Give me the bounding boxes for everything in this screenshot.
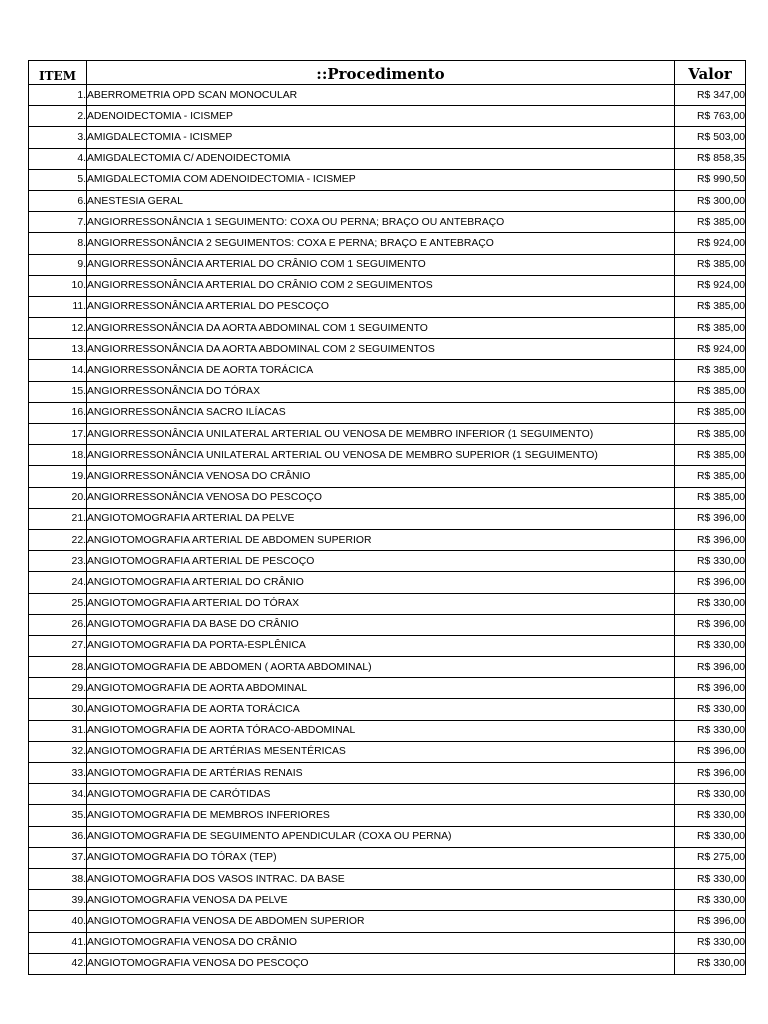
item-number-cell: 8. [29, 233, 87, 254]
procedure-name-cell: ANGIORRESSONÂNCIA SACRO ILÍACAS [87, 402, 675, 423]
procedure-name-cell: ABERROMETRIA OPD SCAN MONOCULAR [87, 85, 675, 106]
price-cell: R$ 396,00 [675, 911, 746, 932]
price-cell: R$ 858,35 [675, 148, 746, 169]
table-row [29, 805, 746, 826]
item-number-cell: 28. [29, 657, 87, 678]
procedure-name-cell: ANGIOTOMOGRAFIA ARTERIAL DE ABDOMEN SUPERIOR [87, 529, 675, 550]
table-row [29, 911, 746, 932]
table-row [29, 572, 746, 593]
procedure-name-cell: ANGIORRESSONÂNCIA UNILATERAL ARTERIAL OU VENOSA DE MEMBRO INFERIOR (1 SEGUIMENTO) [87, 424, 675, 445]
procedure-name-cell: ANGIOTOMOGRAFIA ARTERIAL DA PELVE [87, 508, 675, 529]
item-number-cell: 26. [29, 614, 87, 635]
table-row [29, 953, 746, 974]
procedure-name-cell: ANGIOTOMOGRAFIA DE ARTÉRIAS RENAIS [87, 763, 675, 784]
item-number-cell: 16. [29, 402, 87, 423]
table-row [29, 466, 746, 487]
table-row [29, 826, 746, 847]
procedure-name-cell: ANGIOTOMOGRAFIA DE AORTA ABDOMINAL [87, 678, 675, 699]
price-cell: R$ 385,00 [675, 402, 746, 423]
item-number-cell: 36. [29, 826, 87, 847]
item-number-cell: 41. [29, 932, 87, 953]
item-number-cell: 1. [29, 85, 87, 106]
table-row [29, 381, 746, 402]
item-number-cell: 10. [29, 275, 87, 296]
price-cell: R$ 330,00 [675, 826, 746, 847]
table-body [29, 85, 746, 975]
price-cell: R$ 924,00 [675, 275, 746, 296]
item-number-cell: 15. [29, 381, 87, 402]
procedure-name-cell: ANGIORRESSONÂNCIA DA AORTA ABDOMINAL COM 2 SEGUIMENTOS [87, 339, 675, 360]
price-cell: R$ 385,00 [675, 212, 746, 233]
item-number-cell: 33. [29, 763, 87, 784]
table-header-row [29, 61, 746, 85]
price-cell: R$ 503,00 [675, 127, 746, 148]
item-number-cell: 19. [29, 466, 87, 487]
price-cell: R$ 763,00 [675, 106, 746, 127]
price-cell: R$ 385,00 [675, 381, 746, 402]
table-row [29, 741, 746, 762]
item-number-cell: 14. [29, 360, 87, 381]
item-number-cell: 3. [29, 127, 87, 148]
price-cell: R$ 330,00 [675, 593, 746, 614]
table-row [29, 678, 746, 699]
procedure-name-cell: ANGIORRESSONÂNCIA ARTERIAL DO CRÂNIO COM 1 SEGUIMENTO [87, 254, 675, 275]
item-number-cell: 4. [29, 148, 87, 169]
procedure-name-cell: ANGIOTOMOGRAFIA DE SEGUIMENTO APENDICULAR (COXA OU PERNA) [87, 826, 675, 847]
procedure-name-cell: ANGIOTOMOGRAFIA ARTERIAL DO TÓRAX [87, 593, 675, 614]
procedure-name-cell: ANGIOTOMOGRAFIA DOS VASOS INTRAC. DA BASE [87, 868, 675, 889]
item-number-cell: 20. [29, 487, 87, 508]
item-number-cell: 22. [29, 529, 87, 550]
table-row [29, 148, 746, 169]
item-number-cell: 30. [29, 699, 87, 720]
procedure-name-cell: ANGIOTOMOGRAFIA VENOSA DO CRÂNIO [87, 932, 675, 953]
item-number-cell: 38. [29, 868, 87, 889]
table-row [29, 720, 746, 741]
procedure-name-cell: ANGIOTOMOGRAFIA DE ARTÉRIAS MESENTÉRICAS [87, 741, 675, 762]
table-row [29, 424, 746, 445]
price-cell: R$ 924,00 [675, 233, 746, 254]
table-row [29, 657, 746, 678]
price-cell: R$ 385,00 [675, 445, 746, 466]
price-cell: R$ 330,00 [675, 953, 746, 974]
price-cell: R$ 990,50 [675, 169, 746, 190]
table-row [29, 402, 746, 423]
price-cell: R$ 396,00 [675, 614, 746, 635]
item-number-cell: 27. [29, 635, 87, 656]
item-number-cell: 29. [29, 678, 87, 699]
table-row [29, 614, 746, 635]
price-cell: R$ 396,00 [675, 572, 746, 593]
column-header-valor: Valor [675, 61, 746, 85]
price-cell: R$ 330,00 [675, 551, 746, 572]
table-row [29, 339, 746, 360]
item-number-cell: 37. [29, 847, 87, 868]
price-cell: R$ 385,00 [675, 466, 746, 487]
table-row [29, 318, 746, 339]
procedure-name-cell: AMIGDALECTOMIA - ICISMEP [87, 127, 675, 148]
procedure-name-cell: ANGIORRESSONÂNCIA 2 SEGUIMENTOS: COXA E PERNA; BRAÇO E ANTEBRAÇO [87, 233, 675, 254]
procedure-name-cell: AMIGDALECTOMIA C/ ADENOIDECTOMIA [87, 148, 675, 169]
price-cell: R$ 330,00 [675, 890, 746, 911]
item-number-cell: 2. [29, 106, 87, 127]
table-row [29, 635, 746, 656]
price-cell: R$ 330,00 [675, 720, 746, 741]
price-cell: R$ 396,00 [675, 678, 746, 699]
table-row [29, 169, 746, 190]
procedure-name-cell: ANGIOTOMOGRAFIA DO TÓRAX (TEP) [87, 847, 675, 868]
table-row [29, 190, 746, 211]
table-row [29, 868, 746, 889]
procedure-name-cell: AMIGDALECTOMIA COM ADENOIDECTOMIA - ICISMEP [87, 169, 675, 190]
item-number-cell: 9. [29, 254, 87, 275]
item-number-cell: 40. [29, 911, 87, 932]
item-number-cell: 7. [29, 212, 87, 233]
procedure-name-cell: ANGIORRESSONÂNCIA ARTERIAL DO CRÂNIO COM 2 SEGUIMENTOS [87, 275, 675, 296]
table-row [29, 106, 746, 127]
item-number-cell: 23. [29, 551, 87, 572]
table-row [29, 593, 746, 614]
price-cell: R$ 396,00 [675, 741, 746, 762]
item-number-cell: 5. [29, 169, 87, 190]
price-cell: R$ 330,00 [675, 805, 746, 826]
price-cell: R$ 347,00 [675, 85, 746, 106]
procedure-name-cell: ANGIORRESSONÂNCIA DO TÓRAX [87, 381, 675, 402]
procedure-name-cell: ANGIOTOMOGRAFIA DE AORTA TÓRACO-ABDOMINAL [87, 720, 675, 741]
price-cell: R$ 330,00 [675, 868, 746, 889]
procedure-name-cell: ANESTESIA GERAL [87, 190, 675, 211]
item-number-cell: 11. [29, 296, 87, 317]
item-number-cell: 35. [29, 805, 87, 826]
procedure-name-cell: ANGIOTOMOGRAFIA VENOSA DO PESCOÇO [87, 953, 675, 974]
procedure-name-cell: ANGIOTOMOGRAFIA DE CARÓTIDAS [87, 784, 675, 805]
table-row [29, 85, 746, 106]
price-cell: R$ 330,00 [675, 784, 746, 805]
procedure-name-cell: ANGIOTOMOGRAFIA DE ABDOMEN ( AORTA ABDOMINAL) [87, 657, 675, 678]
item-number-cell: 12. [29, 318, 87, 339]
procedure-name-cell: ANGIORRESSONÂNCIA 1 SEGUIMENTO: COXA OU PERNA; BRAÇO OU ANTEBRAÇO [87, 212, 675, 233]
price-cell: R$ 396,00 [675, 508, 746, 529]
table-row [29, 296, 746, 317]
table-row [29, 275, 746, 296]
table-row [29, 487, 746, 508]
procedure-name-cell: ANGIOTOMOGRAFIA DE MEMBROS INFERIORES [87, 805, 675, 826]
procedure-name-cell: ANGIOTOMOGRAFIA DE AORTA TORÁCICA [87, 699, 675, 720]
procedure-name-cell: ANGIORRESSONÂNCIA ARTERIAL DO PESCOÇO [87, 296, 675, 317]
price-cell: R$ 385,00 [675, 424, 746, 445]
item-number-cell: 25. [29, 593, 87, 614]
table-row [29, 254, 746, 275]
item-number-cell: 39. [29, 890, 87, 911]
item-number-cell: 17. [29, 424, 87, 445]
price-cell: R$ 385,00 [675, 318, 746, 339]
column-header-procedimento: ::Procedimento [87, 61, 675, 85]
price-cell: R$ 330,00 [675, 635, 746, 656]
price-cell: R$ 275,00 [675, 847, 746, 868]
item-number-cell: 13. [29, 339, 87, 360]
item-number-cell: 31. [29, 720, 87, 741]
table-row [29, 932, 746, 953]
table-row [29, 445, 746, 466]
procedure-name-cell: ANGIORRESSONÂNCIA UNILATERAL ARTERIAL OU VENOSA DE MEMBRO SUPERIOR (1 SEGUIMENTO) [87, 445, 675, 466]
table-row [29, 763, 746, 784]
price-cell: R$ 385,00 [675, 296, 746, 317]
table-row [29, 784, 746, 805]
price-cell: R$ 330,00 [675, 932, 746, 953]
procedure-name-cell: ANGIORRESSONÂNCIA VENOSA DO CRÂNIO [87, 466, 675, 487]
procedure-name-cell: ANGIORRESSONÂNCIA VENOSA DO PESCOÇO [87, 487, 675, 508]
price-table [28, 60, 746, 975]
procedure-name-cell: ANGIOTOMOGRAFIA ARTERIAL DO CRÂNIO [87, 572, 675, 593]
procedure-name-cell: ANGIOTOMOGRAFIA ARTERIAL DE PESCOÇO [87, 551, 675, 572]
procedure-name-cell: ANGIORRESSONÂNCIA DE AORTA TORÁCICA [87, 360, 675, 381]
price-cell: R$ 924,00 [675, 339, 746, 360]
column-header-item: ITEM [29, 61, 87, 85]
price-cell: R$ 385,00 [675, 360, 746, 381]
procedure-name-cell: ANGIOTOMOGRAFIA DA BASE DO CRÂNIO [87, 614, 675, 635]
table-row [29, 551, 746, 572]
price-cell: R$ 396,00 [675, 763, 746, 784]
table-row [29, 699, 746, 720]
item-number-cell: 24. [29, 572, 87, 593]
table-row [29, 360, 746, 381]
table-row [29, 890, 746, 911]
procedure-name-cell: ANGIOTOMOGRAFIA DA PORTA-ESPLÊNICA [87, 635, 675, 656]
table-row [29, 127, 746, 148]
price-cell: R$ 385,00 [675, 487, 746, 508]
price-cell: R$ 396,00 [675, 529, 746, 550]
price-cell: R$ 330,00 [675, 699, 746, 720]
item-number-cell: 21. [29, 508, 87, 529]
item-number-cell: 34. [29, 784, 87, 805]
item-number-cell: 42. [29, 953, 87, 974]
price-cell: R$ 300,00 [675, 190, 746, 211]
table-row [29, 212, 746, 233]
procedure-name-cell: ANGIORRESSONÂNCIA DA AORTA ABDOMINAL COM 1 SEGUIMENTO [87, 318, 675, 339]
item-number-cell: 32. [29, 741, 87, 762]
procedure-name-cell: ANGIOTOMOGRAFIA VENOSA DA PELVE [87, 890, 675, 911]
price-cell: R$ 385,00 [675, 254, 746, 275]
procedure-name-cell: ANGIOTOMOGRAFIA VENOSA DE ABDOMEN SUPERIOR [87, 911, 675, 932]
item-number-cell: 6. [29, 190, 87, 211]
price-cell: R$ 396,00 [675, 657, 746, 678]
table-row [29, 847, 746, 868]
table-row [29, 233, 746, 254]
table-row [29, 508, 746, 529]
table-row [29, 529, 746, 550]
item-number-cell: 18. [29, 445, 87, 466]
procedure-name-cell: ADENOIDECTOMIA - ICISMEP [87, 106, 675, 127]
